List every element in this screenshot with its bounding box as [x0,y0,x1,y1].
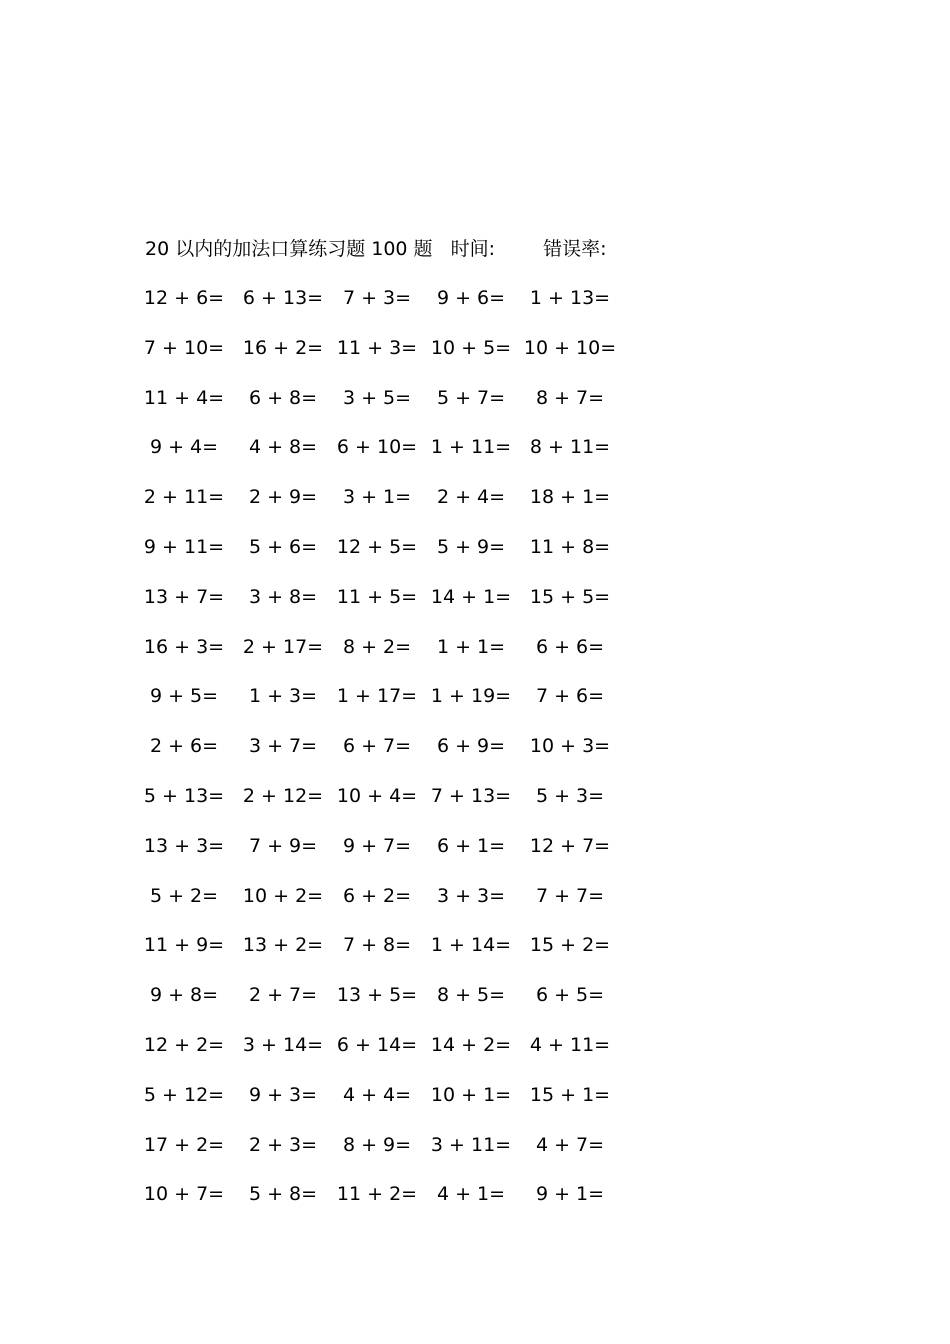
problem-item: 8 + 7= [535,386,605,409]
problem-item: 9 + 7= [342,834,412,857]
problem-item: 14 + 1= [430,585,512,608]
problem-item: 10 + 2= [242,884,324,907]
time-label: 时间: [450,238,496,260]
problem-item: 5 + 8= [248,1183,318,1206]
problem-item: 6 + 6= [535,635,605,658]
error-rate-label: 错误率: [543,238,607,260]
problem-item: 3 + 1= [342,486,412,509]
problem-row [0,532,700,562]
problem-item: 13 + 3= [143,834,225,857]
problem-item: 8 + 2= [342,635,412,658]
problem-row [0,383,700,413]
problem-item: 4 + 1= [436,1183,506,1206]
problem-row [0,1030,700,1060]
problem-item: 7 + 6= [535,685,605,708]
problem-item: 6 + 10= [336,436,418,459]
problem-item: 4 + 7= [535,1133,605,1156]
problem-row [0,881,700,911]
problem-item: 13 + 7= [143,585,225,608]
problem-item: 7 + 9= [248,834,318,857]
problem-item: 9 + 5= [149,685,219,708]
problem-row [0,831,700,861]
problem-row [0,632,700,662]
problem-row [0,1130,700,1160]
problem-item: 13 + 5= [336,984,418,1007]
problem-item: 2 + 11= [143,486,225,509]
problem-item: 6 + 7= [342,735,412,758]
problem-item: 12 + 6= [143,287,225,309]
problem-item: 9 + 3= [248,1083,318,1106]
problem-item: 4 + 8= [248,436,318,459]
problem-item: 5 + 12= [143,1083,225,1106]
problem-item: 17 + 2= [143,1133,225,1156]
problem-item: 1 + 19= [430,685,512,708]
problem-item: 5 + 9= [436,536,506,558]
problem-item: 14 + 2= [430,1034,512,1056]
problem-item: 2 + 6= [149,735,219,758]
problem-item: 13 + 2= [242,934,324,957]
problem-item: 2 + 7= [248,984,318,1007]
problem-item: 11 + 5= [336,585,418,608]
problem-item: 9 + 11= [143,536,225,558]
problem-item: 3 + 3= [436,884,506,907]
problem-item: 5 + 2= [149,884,219,907]
problem-item: 9 + 4= [149,436,219,459]
problem-item: 5 + 6= [248,536,318,558]
problem-item: 6 + 1= [436,834,506,857]
problem-item: 12 + 7= [529,834,611,857]
problem-item: 3 + 14= [242,1034,324,1056]
problem-item: 1 + 1= [436,635,506,658]
problem-item: 2 + 4= [436,486,506,509]
problem-item: 16 + 2= [242,336,324,359]
problem-item: 1 + 14= [430,934,512,957]
problem-item: 7 + 3= [342,287,412,309]
problem-item: 8 + 5= [436,984,506,1007]
problem-item: 12 + 2= [143,1034,225,1056]
problem-item: 6 + 8= [248,386,318,409]
problem-item: 7 + 10= [143,336,225,359]
problem-row [0,980,700,1010]
problem-row [0,930,700,960]
problem-item: 6 + 5= [535,984,605,1007]
problem-row [0,681,700,711]
problem-row [0,283,700,313]
problem-item: 2 + 17= [242,635,324,658]
problem-item: 7 + 13= [430,785,512,807]
problem-row [0,781,700,811]
problem-item: 10 + 3= [529,735,611,758]
problem-item: 2 + 3= [248,1133,318,1156]
problem-item: 1 + 17= [336,685,418,708]
problem-item: 3 + 11= [430,1133,512,1156]
problem-item: 10 + 10= [523,336,617,359]
problem-item: 3 + 5= [342,386,412,409]
problem-item: 16 + 3= [143,635,225,658]
problem-item: 6 + 9= [436,735,506,758]
problem-item: 2 + 12= [242,785,324,807]
problem-item: 8 + 11= [529,436,611,459]
problem-item: 5 + 3= [535,785,605,807]
problem-item: 4 + 4= [342,1083,412,1106]
problem-item: 11 + 4= [143,386,225,409]
problem-item: 15 + 2= [529,934,611,957]
problem-item: 9 + 8= [149,984,219,1007]
problem-item: 3 + 8= [248,585,318,608]
problem-item: 8 + 9= [342,1133,412,1156]
problem-item: 7 + 8= [342,934,412,957]
problem-row [0,582,700,612]
problem-item: 18 + 1= [529,486,611,509]
problem-row [0,1179,700,1209]
problem-item: 11 + 3= [336,336,418,359]
problem-item: 15 + 1= [529,1083,611,1106]
problem-item: 5 + 7= [436,386,506,409]
problem-item: 10 + 7= [143,1183,225,1206]
problem-item: 12 + 5= [336,536,418,558]
problem-row [0,731,700,761]
problem-item: 5 + 13= [143,785,225,807]
problem-item: 6 + 2= [342,884,412,907]
problem-item: 11 + 9= [143,934,225,957]
problem-item: 7 + 7= [535,884,605,907]
problem-item: 11 + 2= [336,1183,418,1206]
problem-item: 10 + 1= [430,1083,512,1106]
problem-item: 9 + 1= [535,1183,605,1206]
worksheet-header [145,236,606,262]
problem-item: 15 + 5= [529,585,611,608]
problem-item: 1 + 13= [529,287,611,309]
problem-item: 6 + 13= [242,287,324,309]
worksheet-title: 20 以内的加法口算练习题 100 题 [145,238,433,260]
problem-item: 2 + 9= [248,486,318,509]
problem-item: 1 + 3= [248,685,318,708]
problem-row [0,482,700,512]
problem-item: 6 + 14= [336,1034,418,1056]
problem-row [0,1080,700,1110]
problem-item: 9 + 6= [436,287,506,309]
problem-item: 3 + 7= [248,735,318,758]
problem-row [0,432,700,462]
problem-item: 1 + 11= [430,436,512,459]
problem-item: 10 + 5= [430,336,512,359]
problem-item: 11 + 8= [529,536,611,558]
problem-row [0,333,700,363]
problem-item: 4 + 11= [529,1034,611,1056]
problem-item: 10 + 4= [336,785,418,807]
